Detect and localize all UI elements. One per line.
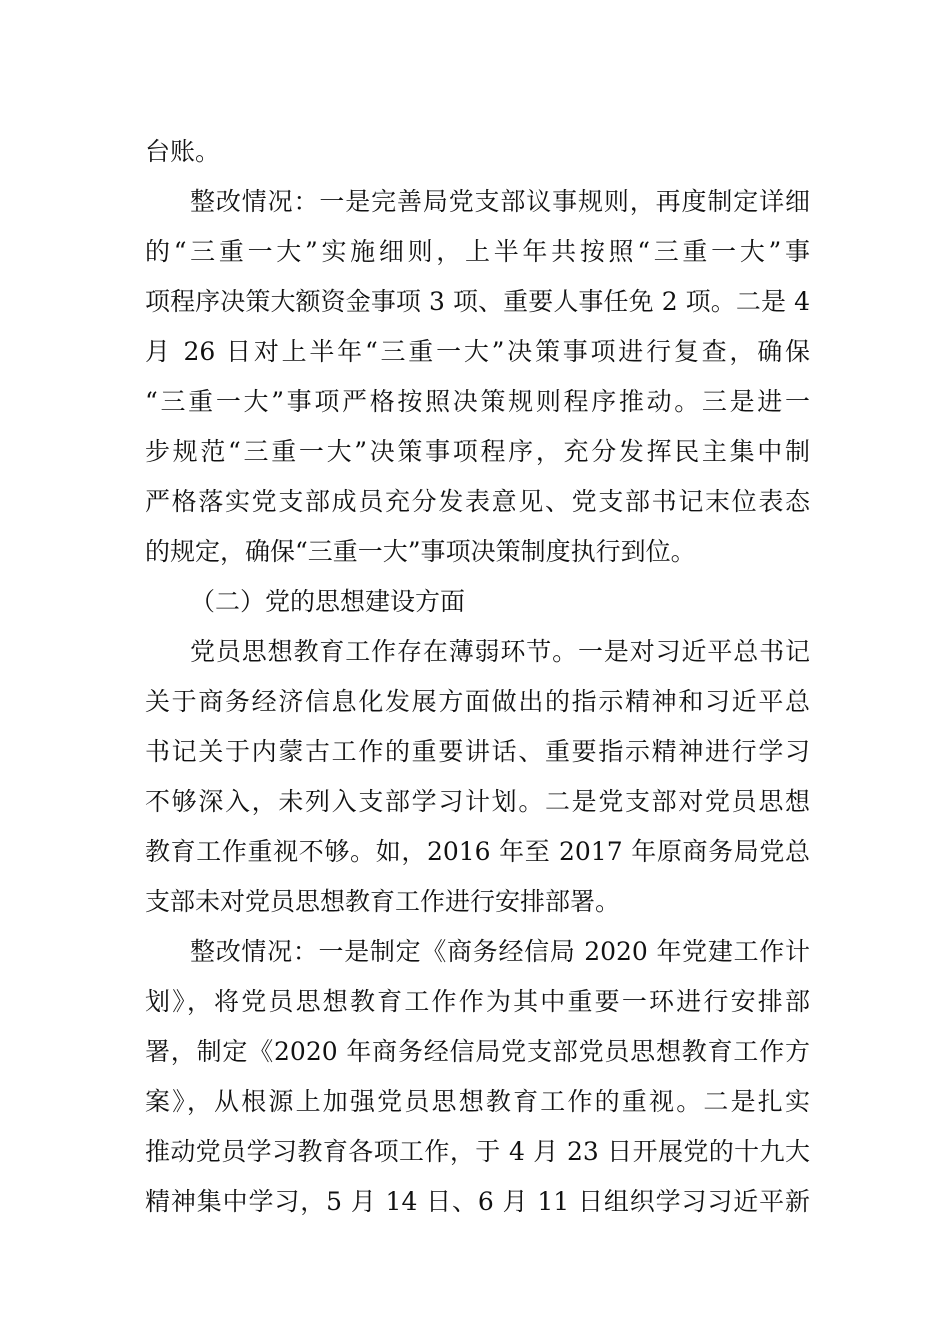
section-heading: （二）党的思想建设方面: [190, 587, 466, 616]
text-line-2: 整改情况：一是完善局党支部议事规则，再度制定详细: [190, 187, 810, 216]
text-line-7: 步规范“三重一大”决策事项程序，充分发挥民主集中制: [145, 437, 810, 466]
text-line-20: 案》，从根源上加强党员思想教育工作的重视。二是扎实: [145, 1087, 810, 1116]
text-line-18: 划》，将党员思想教育工作作为其中重要一环进行安排部: [145, 987, 810, 1016]
text-line-9: 的规定，确保“三重一大”事项决策制度执行到位。: [145, 537, 696, 566]
text-line-21: 推动党员学习教育各项工作，于 4 月 23 日开展党的十九大: [145, 1137, 810, 1166]
text-line-12: 关于商务经济信息化发展方面做出的指示精神和习近平总: [145, 687, 810, 716]
text-line-16: 支部未对党员思想教育工作进行安排部署。: [145, 887, 621, 916]
text-line-4: 项程序决策大额资金事项 3 项、重要人事任免 2 项。二是 4: [145, 287, 810, 316]
text-line-1: 台账。: [145, 137, 221, 166]
text-line-3: 的“三重一大”实施细则，上半年共按照“三重一大”事: [145, 237, 810, 266]
text-line-14: 不够深入，未列入支部学习计划。二是党支部对党员思想: [145, 787, 810, 816]
text-line-5: 月 26 日对上半年“三重一大”决策事项进行复查，确保: [145, 337, 810, 366]
text-line-15: 教育工作重视不够。如，2016 年至 2017 年原商务局党总: [145, 837, 810, 866]
text-line-22: 精神集中学习，5 月 14 日、6 月 11 日组织学习习近平新: [145, 1187, 810, 1216]
text-line-8: 严格落实党支部成员充分发表意见、党支部书记末位表态: [145, 487, 810, 516]
text-line-6: “三重一大”事项严格按照决策规则程序推动。三是进一: [145, 387, 810, 416]
text-line-19: 署，制定《2020 年商务经信局党支部党员思想教育工作方: [145, 1037, 810, 1066]
text-line-17: 整改情况：一是制定《商务经信局 2020 年党建工作计: [190, 937, 810, 966]
text-line-11: 党员思想教育工作存在薄弱环节。一是对习近平总书记: [190, 637, 810, 666]
text-line-13: 书记关于内蒙古工作的重要讲话、重要指示精神进行学习: [145, 737, 810, 766]
